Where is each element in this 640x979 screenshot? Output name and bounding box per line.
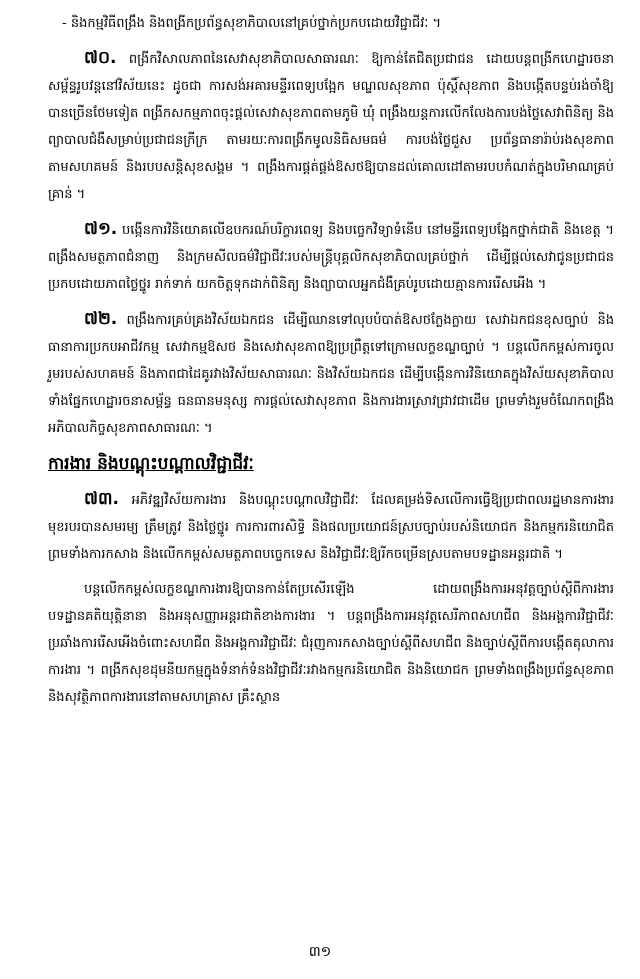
paragraph-number: ៧១. [84,219,118,239]
paragraph-number: ៧៣. [84,489,119,509]
paragraph-70 [48,45,614,208]
paragraph-72 [48,306,614,442]
paragraph-text: ពង្រឹងការគ្រប់គ្រងវិស័យឯកជន ដើម្បីឈានទៅលុបបំបាត់ឱសថក្លែងក្លាយ សេវាឯកជនខុសច្បាប់ និងធានាការប្រកបអាជីវកម្ម សេវាកម្មឱសថ និងសេវាសុខភាពឱ្យប្រព្រឹត្តទៅក្រោមលក្ខខណ្ឌច្បាប់ ។ បន្តលើកកម្ពស់ការចូលរួមរបស់សហគមន៍ និងភាពជាដៃគូរវាងវិស័យសាធារណៈ និងវិស័យឯកជន ដើម្បីបង្កើនការវិនិយោគក្នុងវិស័យសុខាភិបាល ទាំងផ្នែកហេដ្ឋារចនាសម្ព័ន្ធ ធនធានមនុស្ស ការផ្តល់សេវាសុខភាព និងការងារស្រាវជ្រាវជាដើម ព្រមទាំងរួមចំណែកពង្រឹងអភិបាលកិច្ចសុខភាពសាធារណៈ ។ [48,313,614,436]
paragraph-text: បន្តលើកកម្ពស់លក្ខខណ្ឌការងារឱ្យបានកាន់តែប្រសើរឡើង ដោយពង្រឹងការអនុវត្តច្បាប់ស្តីពីការងារ បទដ្ឋានគតិយុត្តិនានា និងអនុសញ្ញាអន្តរជាតិខាងការងារ ។ បន្តពង្រឹងការអនុវត្តសេរីភាពសហជីព និងអង្គការវិជ្ជាជីវៈ ប្រឆាំងការរើសអើងចំពោះសហជីព និងអង្គការវិជ្ជាជីវៈ ជំរុញការកសាងច្បាប់ស្តីពីសហជីព និងច្បាប់ស្តីពីការបង្កើតតុលាការការងារ ។ ពង្រីកសុខដុមនីយកម្មក្នុងទំនាក់ទំនងវិជ្ជាជីវៈរវាងកម្មករនិយោជិត និងនិយោជក ព្រមទាំងពង្រឹងប្រព័ន្ធសុខភាព និងសុវត្ថិភាពការងារនៅតាមសហគ្រាស គ្រឹះស្ថាន [48,582,614,705]
paragraph-text: ពង្រីកវិសាលភាពនៃសេវាសុខាភិបាលសាធារណៈ ឱ្យកាន់តែជិតប្រជាជន ដោយបន្តពង្រីកហេដ្ឋារចនាសម្ព័ន្ធរូបវន្តនៅវិស័យនេះ ដូចជា ការសង់អគារមន្ទីរពេទ្យបង្អែក មណ្ឌលសុខភាព ប៉ុស្តិ៍សុខភាព និងបង្កើតបន្ទប់រង់ចាំឱ្យបានច្រើនថែមទៀត ពង្រីកសកម្មភាពចុះផ្តល់សេវាសុខភាពតាមភូមិ ឃុំ ពង្រឹងយន្តការលើកលែងការបង់ថ្លៃសេវាពិនិត្យ និងព្យាបាលជំងឺសម្រាប់ប្រជាជនក្រីក្រ តាមរយៈការពង្រីកមូលនិធិសមធម៌ ការបង់ថ្លៃជួស ប្រព័ន្ធធានារ៉ាប់រងសុខភាពតាមសហគមន៍ និងរបបសន្តិសុខសង្គម ។ ពង្រឹងការផ្គត់ផ្គង់ឱសថឱ្យបានដល់គោលដៅតាមរបបកំណត់ក្នុងបរិមាណគ្រប់គ្រាន់ ។ [48,52,614,202]
document-page [48,10,614,970]
paragraph-labor-conditions [48,576,614,711]
paragraph-number: ៧០. [84,48,117,68]
paragraph-text: បង្កើនការវិនិយោគលើឧបករណ៍បរិក្ខារពេទ្យ និងបច្ចេកវិទ្យាទំនើប នៅមន្ទីរពេទ្យបង្អែកថ្នាក់ជាតិ និងខេត្ត ។ ពង្រឹងសមត្ថភាពជំនាញ និងក្រមសីលធម៌វិជ្ជាជីវៈរបស់មន្ត្រីបុគ្គលិកសុខាភិបាលគ្រប់ថ្នាក់ ដើម្បីផ្តល់សេវាជូនប្រជាជនប្រកបដោយភាពថ្លៃថ្នូរ រាក់ទាក់ យកចិត្តទុកដាក់ពិនិត្យ និងព្យាបាលអ្នកជំងឺគ្រប់រូបដោយគ្មានការរើសអើង ។ [48,223,614,292]
section-heading: ការងារ និងបណ្តុះបណ្តាលវិជ្ជាជីវៈ [48,454,254,474]
paragraph-intro [48,10,614,37]
paragraph-text: អភិវឌ្ឍវិស័យការងារ និងបណ្តុះបណ្តាលវិជ្ជាជីវៈ ដែលគម្រង់ទិសលើការធ្វើឱ្យប្រជាពលរដ្ឋមានការងារ មុខរបរបានសមរម្យ ត្រឹមត្រូវ និងថ្លៃថ្នូរ ការការពារសិទ្ធិ និងផលប្រយោជន៍ស្របច្បាប់របស់និយោជក និងកម្មករនិយោជិត ព្រមទាំងការកសាង និងលើកកម្ពស់សមត្ថភាពបច្ចេកទេស និងវិជ្ជាជីវៈឱ្យរីកចម្រើនស្របតាមបទដ្ឋានអន្តរជាតិ ។ [48,493,614,562]
paragraph-text: - និងកម្មវិធីពង្រឹង និងពង្រីកប្រព័ន្ធសុខាភិបាលនៅគ្រប់ថ្នាក់ប្រកបដោយវិជ្ជាជីវៈ ។ [62,16,442,31]
paragraph-number: ៧២. [84,309,118,329]
page-number: ៣១ [308,944,332,960]
paragraph-71 [48,216,614,298]
paragraph-73 [48,486,614,568]
